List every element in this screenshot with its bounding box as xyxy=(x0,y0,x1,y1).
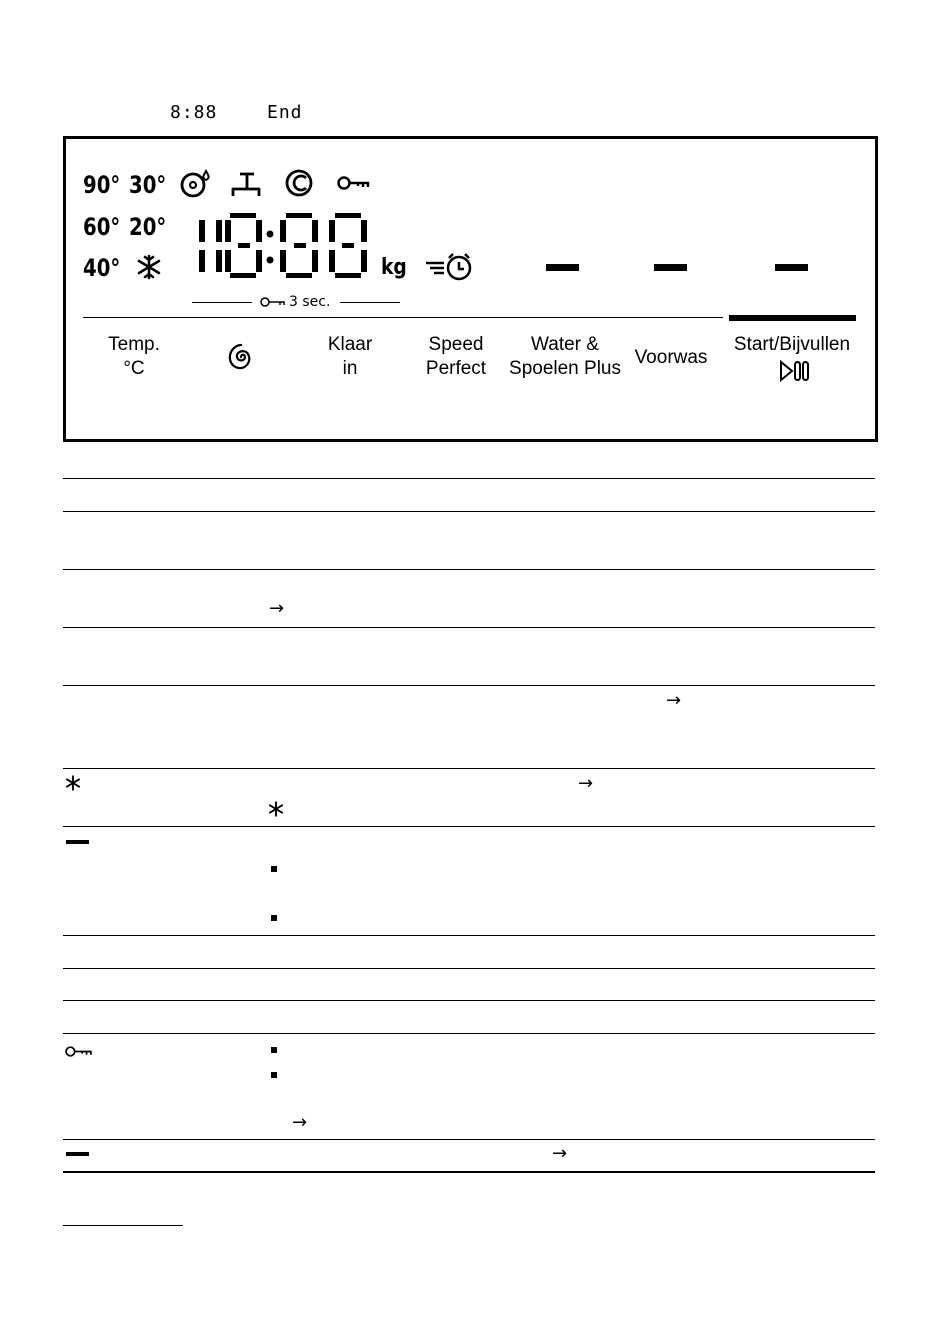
start-indicator xyxy=(775,264,808,271)
table-rule xyxy=(63,968,875,969)
snowflake-icon xyxy=(136,254,162,280)
klaar-in-label-2: in xyxy=(342,358,358,379)
temp-button[interactable] xyxy=(84,333,184,381)
start-button-bar xyxy=(729,315,856,321)
voorwas-label: Voorwas xyxy=(634,347,708,368)
table-rule xyxy=(63,935,875,936)
speed-perfect-label-1: Speed xyxy=(428,334,484,355)
water-spoelen-indicator xyxy=(546,264,579,271)
voorwas-indicator xyxy=(654,264,687,271)
panel-divider xyxy=(83,317,723,318)
temp-40: 40° xyxy=(83,254,121,282)
table-rule xyxy=(63,826,875,827)
play-pause-icon xyxy=(778,360,810,382)
dash-icon xyxy=(66,1152,89,1156)
bullet xyxy=(271,1047,277,1053)
start-bijvullen-button[interactable] xyxy=(724,333,860,357)
speed-perfect-label-2: Perfect xyxy=(425,358,487,379)
water-spoelen-button[interactable] xyxy=(504,333,626,381)
table-rule xyxy=(63,569,875,570)
table-arrow: → xyxy=(292,1112,308,1133)
table-arrow: → xyxy=(578,773,594,794)
timer-icon xyxy=(422,252,474,282)
temp-30: 30° xyxy=(129,171,167,199)
kg-label: kg xyxy=(381,255,407,280)
table-rule xyxy=(63,627,875,628)
table-arrow: → xyxy=(269,598,285,619)
lock-hint-line-left xyxy=(192,302,252,303)
table-rule xyxy=(63,768,875,769)
temp-60: 60° xyxy=(83,213,121,241)
table-rule xyxy=(63,1000,875,1001)
bullet xyxy=(271,1072,277,1078)
bullet xyxy=(271,915,277,921)
water-spoelen-label-2: Spoelen Plus xyxy=(509,358,621,379)
key-icon xyxy=(65,1045,93,1058)
table-arrow: → xyxy=(666,690,682,711)
lock-hint-text: 3 sec. xyxy=(289,294,331,310)
klaar-in-button[interactable] xyxy=(300,333,400,381)
temp-20: 20° xyxy=(129,213,167,241)
key-icon xyxy=(337,174,371,192)
dash-icon xyxy=(66,840,89,844)
klaar-in-label-1: Klaar xyxy=(327,334,373,355)
lock-hint-line-right xyxy=(340,302,400,303)
temp-button-unit: °C xyxy=(123,358,145,379)
table-rule xyxy=(63,1033,875,1034)
top-end-display: End xyxy=(267,102,303,123)
water-spoelen-label-1: Water & xyxy=(531,334,599,355)
spin-icon[interactable] xyxy=(225,340,257,374)
table-rule xyxy=(63,478,875,479)
table-arrow: → xyxy=(552,1143,568,1164)
temp-90: 90° xyxy=(83,171,121,199)
voorwas-button[interactable] xyxy=(621,346,721,370)
snowflake-icon xyxy=(268,801,284,817)
key-icon xyxy=(260,296,286,308)
table-rule xyxy=(63,511,875,512)
main-time-display xyxy=(196,210,372,282)
tap-icon xyxy=(230,170,262,198)
top-time-display: 8:88 xyxy=(170,102,218,123)
table-rule xyxy=(63,685,875,686)
footnote-rule xyxy=(63,1225,183,1226)
start-bijvullen-label: Start/Bijvullen xyxy=(733,334,851,355)
bullet xyxy=(271,866,277,872)
table-rule xyxy=(63,1139,875,1140)
speed-perfect-button[interactable] xyxy=(406,333,506,381)
table-rule-bottom xyxy=(63,1171,875,1173)
temp-button-label: Temp. xyxy=(108,334,160,355)
drum-icon xyxy=(284,168,316,198)
snowflake-icon xyxy=(65,775,81,791)
drum-drop-icon xyxy=(179,168,213,198)
